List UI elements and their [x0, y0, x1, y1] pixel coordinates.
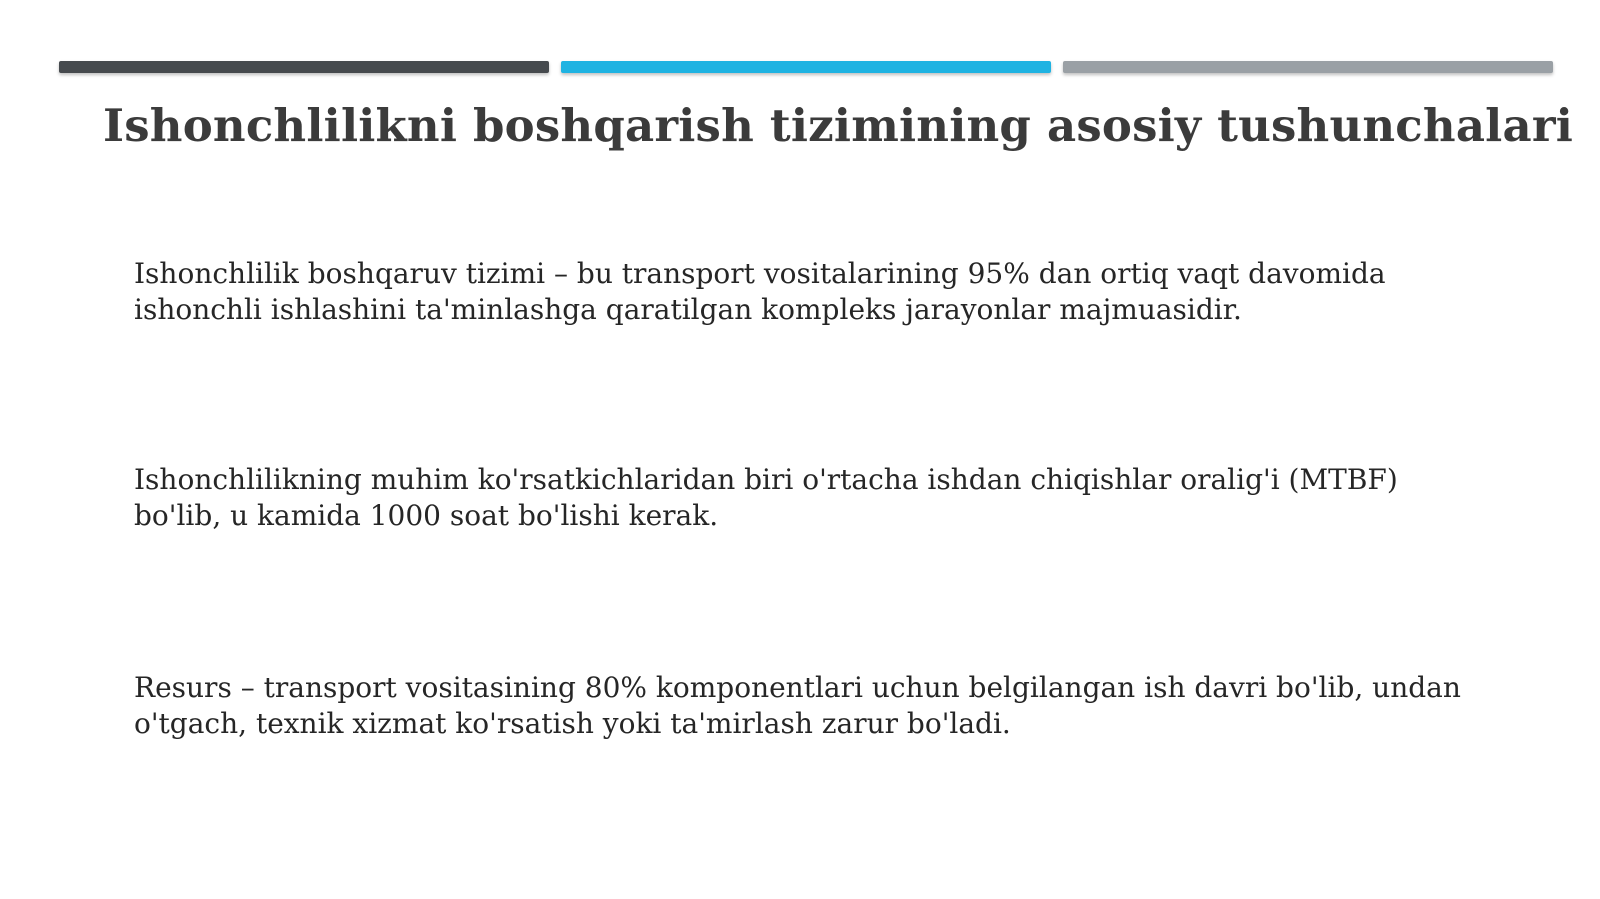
paragraph-line: o'tgach, texnik xizmat ko'rsatish yoki ta'mirlash zarur bo'ladi.: [134, 707, 1011, 740]
accent-bar-dark: [59, 61, 549, 73]
slide-title: Ishonchlilikni boshqarish tizimining asosiy tushunchalari: [103, 99, 1574, 152]
paragraph-line: Ishonchlilik boshqaruv tizimi – bu transport vositalarining 95% dan ortiq vaqt davomida: [134, 257, 1386, 290]
paragraph-line: bo'lib, u kamida 1000 soat bo'lishi kerak.: [134, 499, 719, 532]
paragraph-resource: [134, 670, 1494, 742]
paragraph-line: Ishonchlilikning muhim ko'rsatkichlaridan biri o'rtacha ishdan chiqishlar oralig'i (MTBF): [134, 463, 1398, 496]
accent-bar-gray: [1063, 61, 1553, 73]
paragraph-definition: [134, 256, 1494, 328]
paragraph-line: ishonchli ishlashini ta'minlashga qaratilgan kompleks jarayonlar majmuasidir.: [134, 293, 1242, 326]
paragraph-line: Resurs – transport vositasining 80% komponentlari uchun belgilangan ish davri bo'lib, undan: [134, 671, 1461, 704]
accent-bar-blue: [561, 61, 1051, 73]
paragraph-mtbf: [134, 462, 1494, 534]
